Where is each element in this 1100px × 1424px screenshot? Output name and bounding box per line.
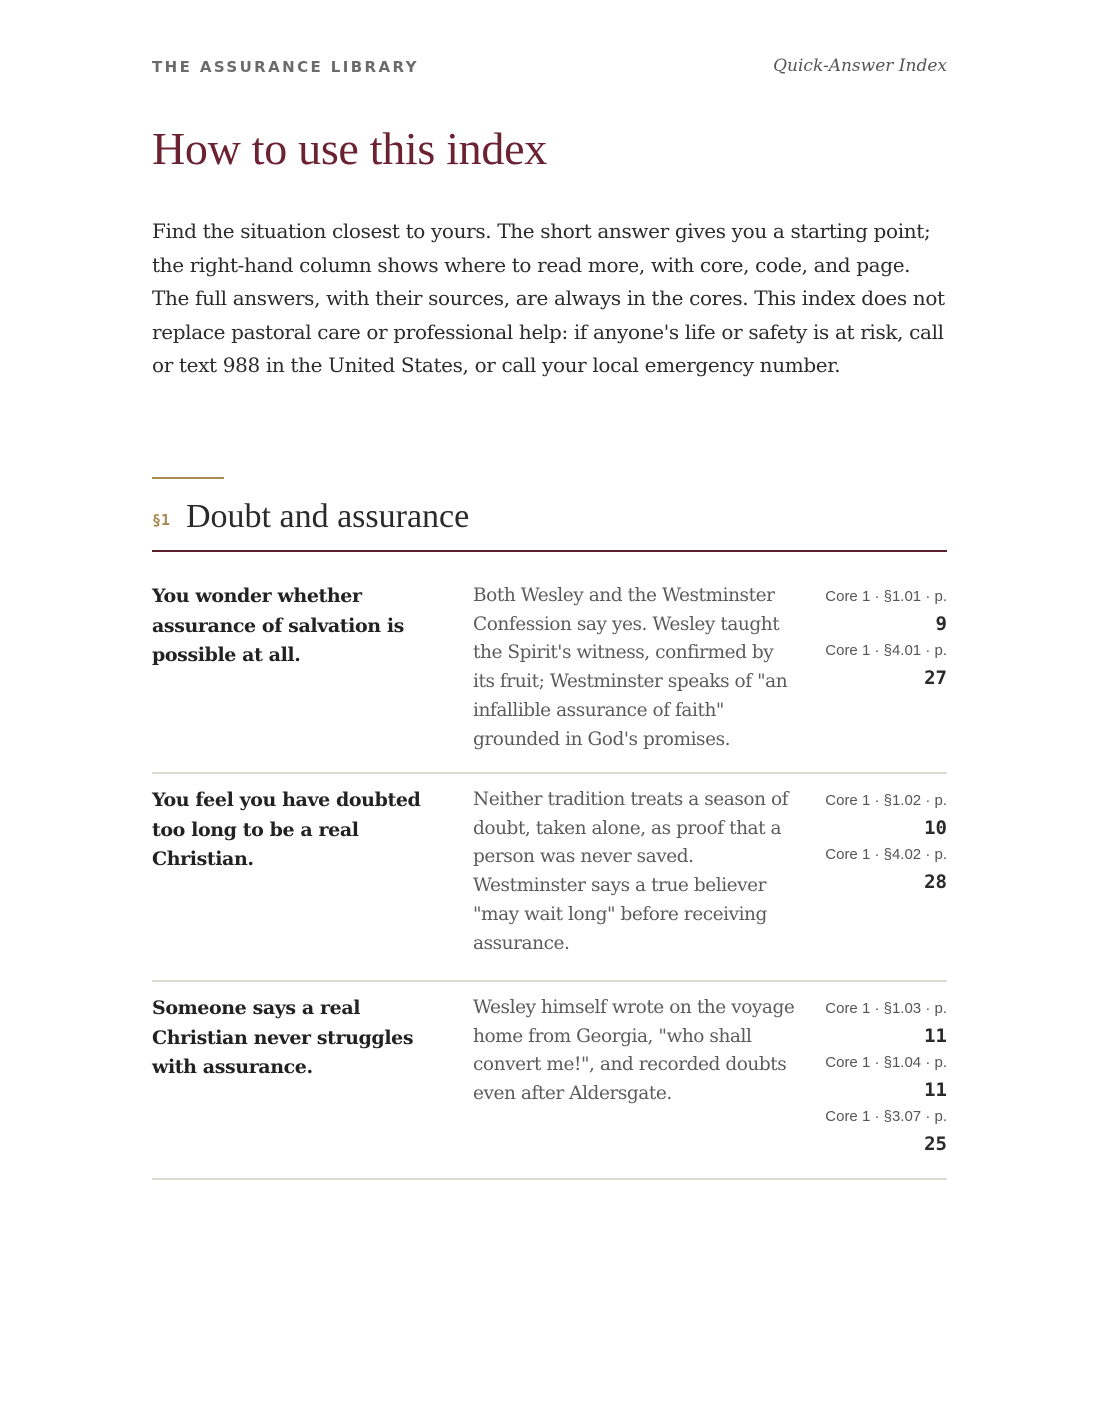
index-title: Quick-Answer Index bbox=[773, 56, 947, 76]
situation-text: You wonder whether assurance of salvation is possible at all. bbox=[152, 585, 404, 666]
situation-text: You feel you have doubted too long to be a real Christian. bbox=[152, 789, 421, 870]
reference-link[interactable] bbox=[807, 638, 947, 692]
reference-link[interactable] bbox=[807, 996, 947, 1050]
reference-link[interactable] bbox=[807, 584, 947, 638]
section-number: §1 bbox=[152, 511, 171, 529]
situation-text: Someone says a real Christian never struggles with assurance. bbox=[152, 997, 414, 1078]
intro-paragraph: Find the situation closest to yours. The short answer gives you a starting point; the right-hand column shows where to read more, with core, code, and page. The full answers, with their sources, are always in the cores. This index does not replace pastoral care or professional help: if anyone's life or safety is at risk, call or text 988 in the United States, or call your local emergency number. bbox=[152, 219, 945, 378]
reference-page: 9 bbox=[935, 613, 947, 635]
answer-table bbox=[152, 570, 947, 1180]
library-name: THE ASSURANCE LIBRARY bbox=[152, 58, 419, 76]
reference-code: Core 1 · §4.02 · p. bbox=[825, 846, 947, 863]
reference-link[interactable] bbox=[807, 1050, 947, 1104]
table-row bbox=[152, 982, 947, 1180]
table-row bbox=[152, 774, 947, 982]
reference-code: Core 1 · §1.01 · p. bbox=[825, 588, 947, 605]
reference-link[interactable] bbox=[807, 842, 947, 896]
reference-list bbox=[807, 996, 947, 1158]
reference-page: 11 bbox=[924, 1079, 947, 1101]
reference-list bbox=[807, 788, 947, 896]
short-answer-text: Both Wesley and the Westminster Confession say yes. Wesley taught the Spirit's witness, confirmed by its fruit; Westminster speaks of "an infallible assurance of faith" grounded in God's promises. bbox=[473, 585, 788, 750]
short-answer-text: Wesley himself wrote on the voyage home from Georgia, "who shall convert me!", and recorded doubts even after Aldersgate. bbox=[473, 997, 795, 1105]
reference-code: Core 1 · §1.03 · p. bbox=[825, 1000, 947, 1017]
reference-link[interactable] bbox=[807, 788, 947, 842]
reference-page: 10 bbox=[924, 817, 947, 839]
reference-code: Core 1 · §1.02 · p. bbox=[825, 792, 947, 809]
page-title: How to use this index bbox=[152, 123, 547, 174]
reference-code: Core 1 · §1.04 · p. bbox=[825, 1054, 947, 1071]
short-answer-text: Neither tradition treats a season of doubt, taken alone, as proof that a person was never saved. Westminster says a true believer "may wait long" before receiving assurance. bbox=[473, 789, 789, 954]
section-accent-rule bbox=[152, 477, 224, 479]
reference-page: 28 bbox=[924, 871, 947, 893]
reference-page: 11 bbox=[924, 1025, 947, 1047]
reference-list bbox=[807, 584, 947, 692]
reference-code: Core 1 · §4.01 · p. bbox=[825, 642, 947, 659]
table-row bbox=[152, 570, 947, 774]
reference-code: Core 1 · §3.07 · p. bbox=[825, 1108, 947, 1125]
section-heading bbox=[152, 498, 947, 552]
reference-link[interactable] bbox=[807, 1104, 947, 1158]
running-header bbox=[152, 56, 947, 80]
section-title: Doubt and assurance bbox=[186, 498, 470, 535]
reference-page: 27 bbox=[924, 667, 947, 689]
reference-page: 25 bbox=[924, 1133, 947, 1155]
